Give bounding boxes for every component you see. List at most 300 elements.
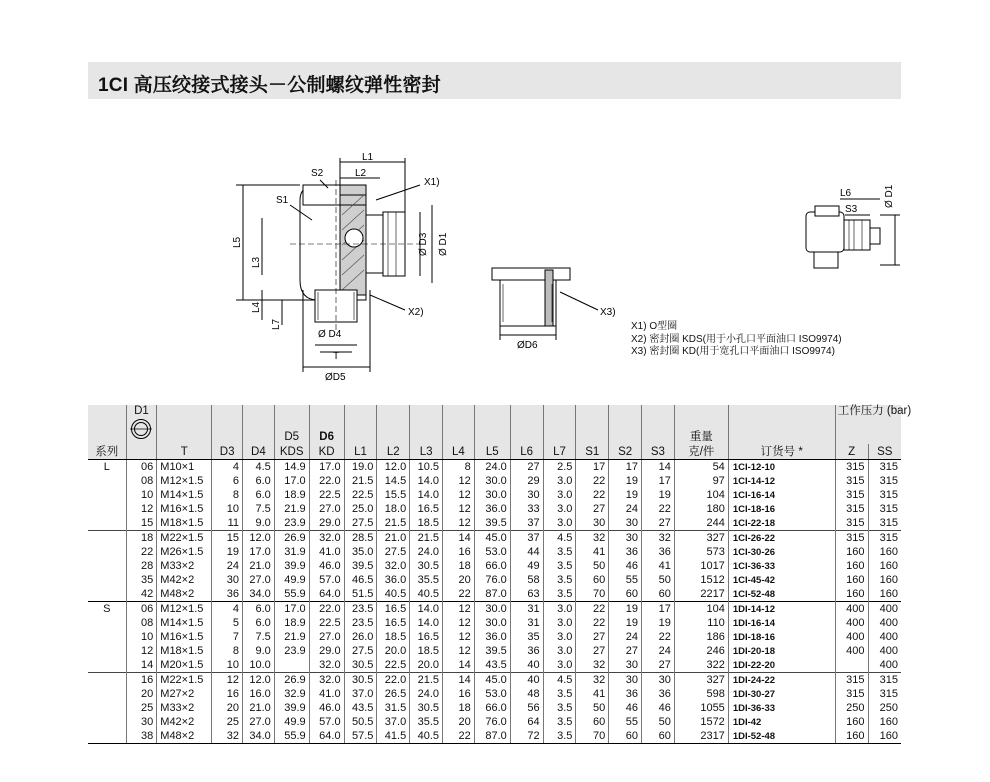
table-cell: 55.9	[274, 729, 309, 744]
table-cell: 41.0	[309, 545, 344, 559]
header-z: Z	[835, 444, 868, 460]
table-cell: 17.0	[274, 602, 309, 617]
table-cell: 400	[868, 644, 901, 658]
table-cell: 35.5	[410, 715, 443, 729]
fig-label-L2: L2	[355, 168, 367, 179]
fig-label-L7: L7	[271, 318, 282, 330]
fig-label-D3: Ø D3	[418, 232, 429, 256]
table-cell: 12	[126, 644, 157, 658]
table-cell: 1572	[674, 715, 728, 729]
header-l7: L7	[543, 444, 576, 460]
table-cell: 46.5	[344, 573, 377, 587]
table-cell: 21.5	[410, 531, 443, 546]
table-cell: 22	[576, 616, 609, 630]
table-row	[88, 602, 901, 617]
table-cell: 315	[868, 502, 901, 516]
table-cell: 315	[868, 460, 901, 475]
table-cell: 16.5	[410, 630, 443, 644]
table-cell: 7.5	[243, 502, 275, 516]
table-cell: 19	[609, 616, 642, 630]
table-row	[88, 516, 901, 531]
fig-label-S1: S1	[276, 195, 289, 206]
header-blank	[377, 405, 410, 444]
table-cell	[835, 658, 868, 673]
table-cell: 3.0	[543, 644, 576, 658]
order-code-cell: 1CI-52-48	[728, 587, 835, 602]
order-code-cell: 1CI-16-14	[728, 488, 835, 502]
table-cell: 22.5	[309, 616, 344, 630]
series-cell	[88, 474, 126, 488]
table-cell: 30.0	[474, 488, 510, 502]
table-cell: 18.9	[274, 488, 309, 502]
table-cell: 160	[868, 545, 901, 559]
table-cell: 12	[443, 488, 475, 502]
table-row	[88, 616, 901, 630]
table-cell: 32	[576, 531, 609, 546]
table-cell: 1512	[674, 573, 728, 587]
table-cell: 87.0	[474, 587, 510, 602]
table-cell: 30	[609, 516, 642, 531]
table-cell: 46	[609, 559, 642, 573]
table-cell: 12	[443, 516, 475, 531]
table-cell: 6.0	[243, 602, 275, 617]
table-cell: 22	[642, 502, 675, 516]
table-cell: 12	[443, 644, 475, 658]
table-cell: 2.5	[543, 460, 576, 475]
table-cell: M14×1.5	[157, 488, 212, 502]
table-cell: 4.5	[243, 460, 275, 475]
table-cell: 18	[443, 559, 475, 573]
fig-label-L5: L5	[232, 236, 243, 248]
table-row	[88, 460, 901, 475]
header-d4: D4	[243, 444, 275, 460]
table-cell: 64.0	[309, 587, 344, 602]
table-cell: 21.9	[274, 502, 309, 516]
table-cell: 110	[674, 616, 728, 630]
table-cell: 16.5	[377, 616, 410, 630]
series-cell	[88, 573, 126, 587]
legend-item: X1) O型圈	[631, 321, 678, 332]
header-blank	[642, 405, 675, 444]
table-cell: 21.5	[377, 516, 410, 531]
header-weight-unit: 克/件	[674, 444, 728, 460]
table-cell: 12	[443, 630, 475, 644]
table-cell: 20.0	[410, 658, 443, 673]
order-code-cell: 1CI-14-12	[728, 474, 835, 488]
table-cell: 14	[126, 658, 157, 673]
table-cell: 30.5	[344, 658, 377, 673]
table-row	[88, 701, 901, 715]
table-cell: 5	[212, 616, 243, 630]
table-cell: 19	[642, 488, 675, 502]
header-d5: D5	[274, 405, 309, 444]
order-code-cell: 1DI-16-14	[728, 616, 835, 630]
table-cell: 18.5	[410, 644, 443, 658]
table-cell: 30.5	[344, 673, 377, 688]
table-cell: 30	[510, 488, 543, 502]
table-cell: 22.5	[344, 488, 377, 502]
table-cell: 29.0	[309, 516, 344, 531]
table-cell: 27.0	[309, 502, 344, 516]
table-cell: 20.0	[377, 644, 410, 658]
table-cell: 14	[443, 531, 475, 546]
table-cell: M22×1.5	[157, 673, 212, 688]
fig-label-D6: ØD6	[517, 340, 538, 351]
table-cell: 9.0	[243, 644, 275, 658]
table-cell: 36	[609, 687, 642, 701]
table-cell: 10.0	[243, 658, 275, 673]
table-cell: 30	[642, 673, 675, 688]
table-cell: 17	[642, 474, 675, 488]
table-cell: 400	[835, 644, 868, 658]
table-cell: 400	[835, 602, 868, 617]
table-cell: 16	[443, 545, 475, 559]
table-cell: 9.0	[243, 516, 275, 531]
table-cell: 2317	[674, 729, 728, 744]
table-cell: 31	[510, 602, 543, 617]
fig-label-X2: X2)	[408, 307, 424, 318]
table-cell: 315	[835, 460, 868, 475]
table-cell: 32.0	[309, 658, 344, 673]
table-cell: 160	[835, 573, 868, 587]
series-cell	[88, 502, 126, 516]
table-cell: 56	[510, 701, 543, 715]
table-cell: 14.9	[274, 460, 309, 475]
table-cell: 43.5	[344, 701, 377, 715]
table-cell: 49.9	[274, 715, 309, 729]
table-cell: M33×2	[157, 701, 212, 715]
table-cell: 53.0	[474, 545, 510, 559]
table-cell: 36	[609, 545, 642, 559]
table-cell: 8	[212, 488, 243, 502]
table-cell: 54	[674, 460, 728, 475]
table-cell: 36	[510, 644, 543, 658]
page-title: 1CI 高压绞接式接头－公制螺纹弹性密封	[98, 75, 441, 96]
table-cell: 12	[443, 602, 475, 617]
table-cell: 25	[212, 715, 243, 729]
table-cell: 3.0	[543, 502, 576, 516]
series-cell: S	[88, 602, 126, 617]
table-cell: 32	[642, 531, 675, 546]
table-cell: 32.0	[309, 531, 344, 546]
table-cell: 36.0	[474, 630, 510, 644]
table-cell: M10×1	[157, 460, 212, 475]
table-cell: 26.9	[274, 673, 309, 688]
table-cell: M16×1.5	[157, 502, 212, 516]
table-cell: 27	[576, 502, 609, 516]
table-cell: 60	[609, 729, 642, 744]
table-cell: 19.0	[344, 460, 377, 475]
table-cell: 49.9	[274, 573, 309, 587]
table-cell: 32.0	[309, 673, 344, 688]
table-cell: 11	[212, 516, 243, 531]
order-code-cell: 1DI-36-33	[728, 701, 835, 715]
header-blank	[243, 405, 275, 444]
table-cell: 45.0	[474, 673, 510, 688]
table-cell: 06	[126, 460, 157, 475]
table-cell: 21.0	[243, 559, 275, 573]
table-cell: 19	[212, 545, 243, 559]
table-cell: 1017	[674, 559, 728, 573]
table-cell: 23.9	[274, 644, 309, 658]
table-cell: M27×2	[157, 687, 212, 701]
table-cell: 160	[868, 559, 901, 573]
table-cell: 34.0	[243, 587, 275, 602]
table-cell: 66.0	[474, 701, 510, 715]
table-cell: M18×1.5	[157, 516, 212, 531]
table-cell: 32	[576, 673, 609, 688]
table-cell: 400	[868, 630, 901, 644]
table-cell: 24.0	[410, 545, 443, 559]
table-cell: 29.0	[309, 644, 344, 658]
table-cell: 24	[609, 502, 642, 516]
table-cell: 55	[609, 715, 642, 729]
table-cell: 250	[868, 701, 901, 715]
table-cell: 46	[609, 701, 642, 715]
table-cell: 3.5	[543, 729, 576, 744]
table-cell: 27	[642, 658, 675, 673]
table-cell: 327	[674, 531, 728, 546]
table-cell: 24	[212, 559, 243, 573]
header-l3: L3	[410, 444, 443, 460]
table-cell: 12	[443, 616, 475, 630]
table-cell: 55	[609, 573, 642, 587]
table-cell: M20×1.5	[157, 658, 212, 673]
table-cell: 30.5	[410, 559, 443, 573]
fig-label-L6: L6	[840, 188, 852, 199]
table-cell: 16.5	[377, 602, 410, 617]
table-cell: 3.0	[543, 602, 576, 617]
table-cell	[274, 658, 309, 673]
table-cell: 27.0	[309, 630, 344, 644]
table-cell: 46.0	[309, 559, 344, 573]
table-cell: 22	[443, 587, 475, 602]
table-cell: 25.0	[344, 502, 377, 516]
table-cell: 41.0	[309, 687, 344, 701]
table-cell: 08	[126, 474, 157, 488]
table-cell: 16	[126, 673, 157, 688]
table-cell: 43.5	[474, 658, 510, 673]
table-cell: 32	[576, 658, 609, 673]
table-cell: 24.0	[410, 687, 443, 701]
table-cell: 1055	[674, 701, 728, 715]
table-cell: 15.5	[377, 488, 410, 502]
table-cell: 3.0	[543, 616, 576, 630]
table-cell: 08	[126, 616, 157, 630]
series-cell	[88, 701, 126, 715]
table-cell: 10	[212, 502, 243, 516]
table-cell: 3.5	[543, 587, 576, 602]
table-cell: 12	[443, 474, 475, 488]
header-blank	[728, 405, 835, 444]
fig-label-S2: S2	[311, 168, 324, 179]
table-cell: 27.5	[377, 545, 410, 559]
table-cell: 22.5	[377, 658, 410, 673]
table-cell: M12×1.5	[157, 474, 212, 488]
table-cell: 3.5	[543, 573, 576, 587]
table-cell: 17	[642, 602, 675, 617]
table-cell: 37.0	[377, 715, 410, 729]
table-cell: 315	[835, 673, 868, 688]
table-cell: 41	[576, 545, 609, 559]
table-cell: 17.0	[274, 474, 309, 488]
table-cell: 4.5	[543, 673, 576, 688]
header-blank	[410, 405, 443, 444]
table-cell: 22.5	[309, 488, 344, 502]
table-cell: 160	[868, 715, 901, 729]
table-cell: 16	[212, 687, 243, 701]
table-cell: 27	[576, 630, 609, 644]
table-cell: 60	[642, 587, 675, 602]
table-cell: 17	[576, 460, 609, 475]
table-cell: 30	[212, 573, 243, 587]
table-row	[88, 644, 901, 658]
table-cell: 400	[835, 630, 868, 644]
table-cell: 60	[576, 573, 609, 587]
series-cell	[88, 644, 126, 658]
table-cell: 31	[510, 616, 543, 630]
table-cell: 50	[642, 573, 675, 587]
order-code-cell: 1CI-18-16	[728, 502, 835, 516]
table-cell: 3.5	[543, 559, 576, 573]
table-cell: 20	[443, 573, 475, 587]
fig-label-T: T	[333, 351, 340, 362]
table-cell: 40	[510, 673, 543, 688]
header-kd: KD	[309, 444, 344, 460]
table-cell: 76.0	[474, 573, 510, 587]
table-cell: 22.0	[377, 673, 410, 688]
table-cell: 315	[868, 687, 901, 701]
table-cell: 37	[510, 516, 543, 531]
diameter-circle-icon	[130, 418, 152, 440]
table-cell: M26×1.5	[157, 545, 212, 559]
series-cell	[88, 729, 126, 744]
series-cell	[88, 616, 126, 630]
table-cell: 400	[868, 616, 901, 630]
table-cell: 10.5	[410, 460, 443, 475]
header-blank	[474, 405, 510, 444]
table-cell: 20	[212, 701, 243, 715]
table-cell: M14×1.5	[157, 616, 212, 630]
order-code-cell: 1DI-30-27	[728, 687, 835, 701]
table-cell: 27.0	[243, 715, 275, 729]
table-cell: 4.5	[543, 531, 576, 546]
table-row	[88, 630, 901, 644]
table-cell: 50	[576, 559, 609, 573]
table-cell: 22	[576, 602, 609, 617]
table-cell: 104	[674, 602, 728, 617]
table-cell: 17.0	[243, 545, 275, 559]
table-row	[88, 687, 901, 701]
table-cell: 60	[609, 587, 642, 602]
table-cell: 18.0	[377, 502, 410, 516]
table-cell: 15	[126, 516, 157, 531]
table-cell: 26.0	[344, 630, 377, 644]
table-cell: 35.0	[344, 545, 377, 559]
table-cell: 315	[835, 531, 868, 546]
table-cell: 41.5	[377, 729, 410, 744]
table-row	[88, 545, 901, 559]
header-blank	[344, 405, 377, 444]
table-cell: 10	[126, 488, 157, 502]
table-cell: 160	[835, 559, 868, 573]
table-cell: M48×2	[157, 729, 212, 744]
table-row	[88, 673, 901, 688]
table-cell: 26.9	[274, 531, 309, 546]
table-cell: 22	[443, 729, 475, 744]
table-cell: 104	[674, 488, 728, 502]
table-cell: M12×1.5	[157, 602, 212, 617]
table-cell: 60	[576, 715, 609, 729]
table-cell: 315	[835, 687, 868, 701]
table-cell: 14	[642, 460, 675, 475]
table-cell: 22	[642, 630, 675, 644]
table-cell: 18	[443, 701, 475, 715]
table-cell: 39.9	[274, 559, 309, 573]
table-cell: 36	[642, 687, 675, 701]
fig-label-X3: X3)	[600, 307, 616, 318]
table-cell: 10	[212, 658, 243, 673]
table-cell: 18.5	[410, 516, 443, 531]
table-cell: 160	[868, 587, 901, 602]
table-cell: 32	[212, 729, 243, 744]
order-code-cell: 1CI-45-42	[728, 573, 835, 587]
table-cell: 41	[576, 687, 609, 701]
table-cell: 8	[212, 644, 243, 658]
table-cell: 19	[609, 488, 642, 502]
order-code-cell: 1DI-22-20	[728, 658, 835, 673]
table-cell: 18.5	[377, 630, 410, 644]
legend-item: X3) 密封圈 KD(用于宽孔口平面油口 ISO9974)	[631, 346, 835, 357]
table-cell: 36.0	[377, 573, 410, 587]
order-code-cell: 1CI-26-22	[728, 531, 835, 546]
table-cell: 34.0	[243, 729, 275, 744]
table-cell: 21.9	[274, 630, 309, 644]
table-cell: 50	[642, 715, 675, 729]
dimensions-table	[88, 405, 912, 744]
table-cell: 180	[674, 502, 728, 516]
table-cell: M18×1.5	[157, 644, 212, 658]
header-d6: D6	[309, 405, 344, 444]
table-row	[88, 587, 901, 602]
header-pressure: 工作压力 (bar)	[835, 405, 901, 444]
table-cell: 40.5	[410, 729, 443, 744]
table-cell: 3.0	[543, 474, 576, 488]
table-cell: 29	[510, 474, 543, 488]
table-cell: 23.9	[274, 516, 309, 531]
table-cell: 160	[835, 729, 868, 744]
table-cell: 186	[674, 630, 728, 644]
header-blank	[157, 405, 212, 444]
header-series: 系列	[88, 444, 126, 460]
table-cell: 6.0	[243, 474, 275, 488]
series-cell	[88, 630, 126, 644]
table-cell: 72	[510, 729, 543, 744]
table-body	[88, 460, 901, 744]
table-cell: 315	[868, 531, 901, 546]
header-blank	[543, 405, 576, 444]
header-l5: L5	[474, 444, 510, 460]
table-cell: 58	[510, 573, 543, 587]
table-cell: M42×2	[157, 715, 212, 729]
header-t: T	[157, 444, 212, 460]
table-cell: 30	[576, 516, 609, 531]
table-cell: 22.0	[309, 602, 344, 617]
table-cell: 12	[443, 502, 475, 516]
table-row	[88, 658, 901, 673]
header-order: 订货号 *	[728, 444, 835, 460]
header-d1	[126, 405, 157, 444]
